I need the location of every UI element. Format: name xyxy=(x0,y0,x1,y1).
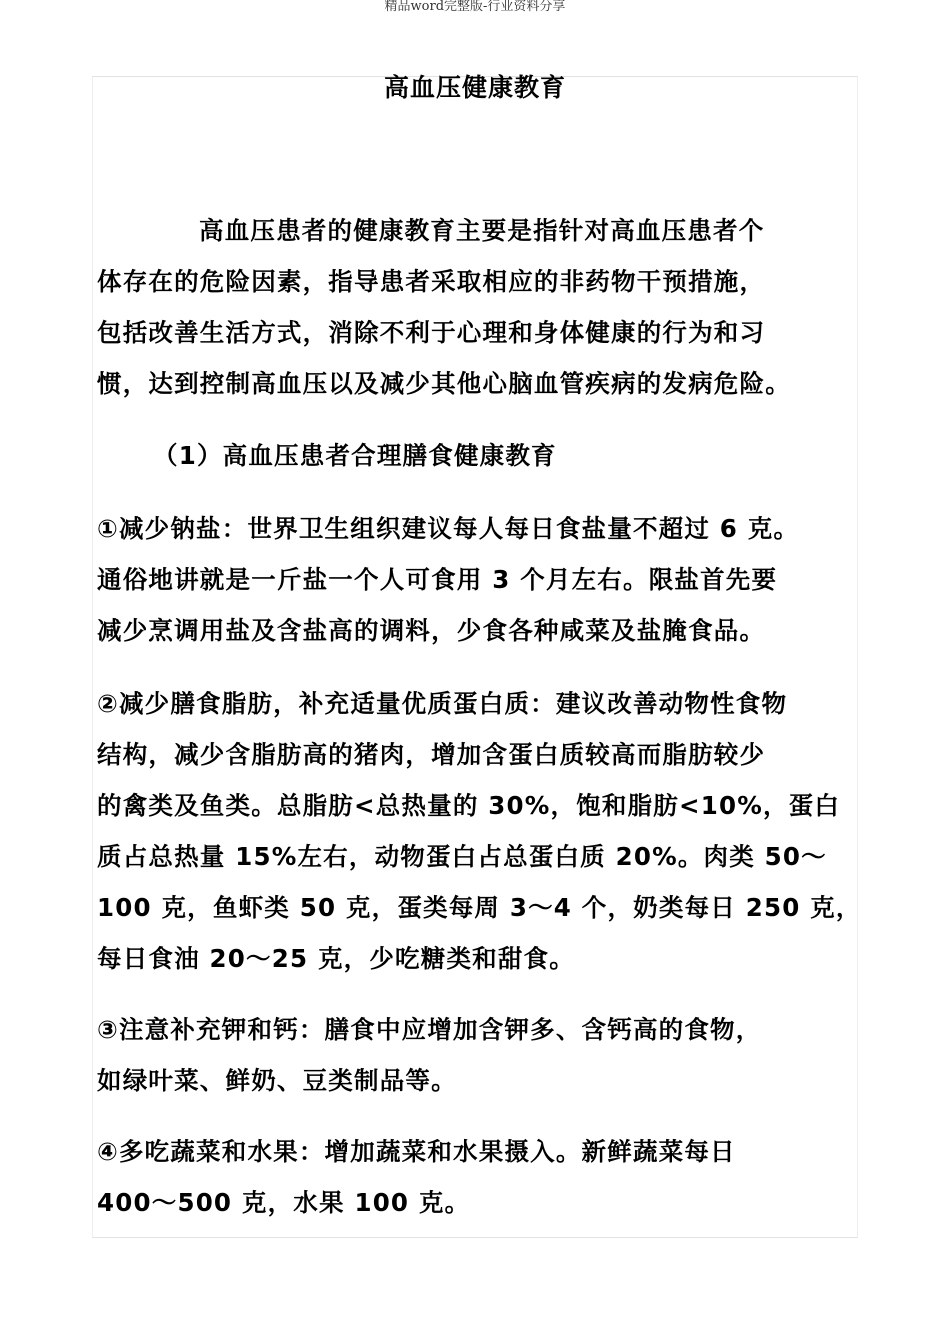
item-line: ①减少钠盐：世界卫生组织建议每人每日食盐量不超过 6 克。 xyxy=(97,514,800,543)
item-sodium xyxy=(97,503,867,656)
item-vegetables-fruit xyxy=(97,1126,867,1228)
item-line: 如绿叶菜、鲜奶、豆类制品等。 xyxy=(97,1066,457,1095)
item-line: ④多吃蔬菜和水果：增加蔬菜和水果摄入。新鲜蔬菜每日 xyxy=(97,1137,736,1166)
item-line: 结构，减少含脂肪高的猪肉，增加含蛋白质较高而脂肪较少 xyxy=(97,740,766,769)
item-line: 减少烹调用盐及含盐高的调料，少食各种咸菜及盐腌食品。 xyxy=(97,616,766,645)
intro-line: 惯，达到控制高血压以及减少其他心脑血管疾病的发病危险。 xyxy=(97,369,791,398)
intro-paragraph xyxy=(97,205,867,409)
document-title: 高血压健康教育 xyxy=(383,73,566,102)
item-line: 的禽类及鱼类。总脂肪<总热量的 30%，饱和脂肪<10%，蛋白 xyxy=(97,791,841,820)
item-line: 100 克，鱼虾类 50 克，蛋类每周 3～4 个，奶类每日 250 克， xyxy=(97,893,862,922)
intro-line: 包括改善生活方式，消除不利于心理和身体健康的行为和习 xyxy=(97,318,766,347)
item-fat-protein xyxy=(97,678,867,984)
item-line: 每日食油 20～25 克，少吃糖类和甜食。 xyxy=(97,944,575,973)
intro-line: 体存在的危险因素，指导患者采取相应的非药物干预措施， xyxy=(97,267,766,296)
item-line: 质占总热量 15%左右，动物蛋白占总蛋白质 20%。肉类 50～ xyxy=(97,842,827,871)
item-line: 400～500 克，水果 100 克。 xyxy=(97,1188,471,1217)
section-heading: （1）高血压患者合理膳食健康教育 xyxy=(153,441,557,470)
item-potassium-calcium xyxy=(97,1004,867,1106)
item-line: 通俗地讲就是一斤盐一个人可食用 3 个月左右。限盐首先要 xyxy=(97,565,778,594)
intro-line: 高血压患者的健康教育主要是指针对高血压患者个 xyxy=(199,216,765,245)
item-line: ②减少膳食脂肪，补充适量优质蛋白质：建议改善动物性食物 xyxy=(97,689,788,718)
header-watermark: 精品word完整版-行业资料分享 xyxy=(384,0,566,14)
item-line: ③注意补充钾和钙：膳食中应增加含钾多、含钙高的食物， xyxy=(97,1015,762,1044)
